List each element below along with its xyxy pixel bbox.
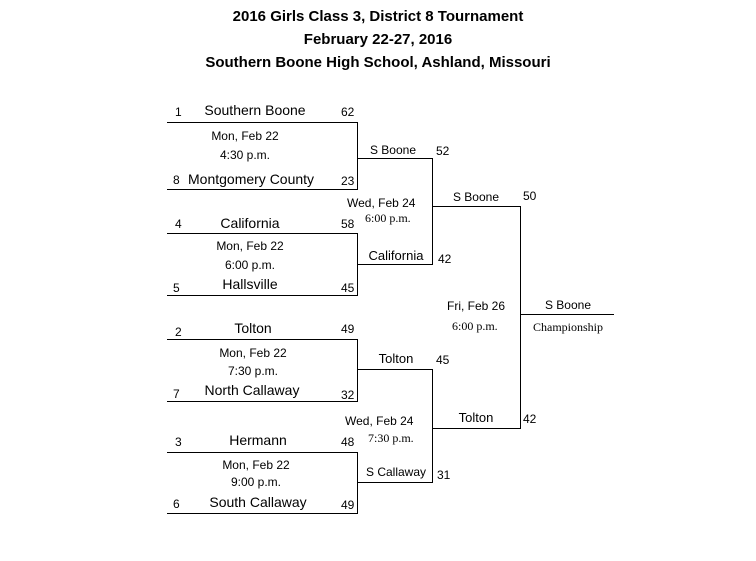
team-name: Tolton — [458, 410, 494, 425]
team-name: California — [220, 215, 280, 231]
tournament-venue: Southern Boone High School, Ashland, Missouri — [205, 54, 551, 71]
tournament-title: 2016 Girls Class 3, District 8 Tournament — [232, 8, 524, 25]
seed-number: 6 — [173, 497, 180, 511]
team-score: 42 — [438, 252, 452, 266]
team-name: Tolton — [378, 351, 414, 366]
champion-team: S Boone — [544, 298, 592, 312]
game-date: Fri, Feb 26 — [447, 299, 506, 313]
team-name: Southern Boone — [204, 102, 306, 118]
team-name: Hallsville — [222, 276, 278, 292]
seed-number: 3 — [175, 435, 182, 449]
seed-number: 1 — [175, 105, 182, 119]
team-name: Hermann — [229, 432, 287, 448]
team-score: 32 — [341, 388, 355, 402]
team-score: 49 — [341, 322, 355, 336]
team-name: S Boone — [369, 143, 417, 157]
game-time: 6:00 p.m. — [365, 211, 411, 225]
game-date: Mon, Feb 22 — [216, 239, 284, 253]
seed-number: 8 — [173, 173, 180, 187]
game-date: Mon, Feb 22 — [219, 346, 287, 360]
team-name: Montgomery County — [188, 171, 315, 187]
game-time: 9:00 p.m. — [230, 475, 282, 489]
game-time: 6:00 p.m. — [452, 319, 498, 333]
team-score: 42 — [523, 412, 537, 426]
seed-number: 2 — [175, 325, 182, 339]
game-time: 7:30 p.m. — [227, 364, 279, 378]
team-name: S Boone — [452, 190, 500, 204]
game-date: Mon, Feb 22 — [211, 129, 279, 143]
game-date: Mon, Feb 22 — [222, 458, 290, 472]
team-score: 31 — [437, 468, 451, 482]
team-score: 50 — [523, 189, 537, 203]
team-score: 48 — [341, 435, 355, 449]
game-date: Wed, Feb 24 — [345, 414, 414, 428]
team-name: South Callaway — [209, 494, 307, 510]
seed-number: 5 — [173, 281, 180, 295]
team-score: 58 — [341, 217, 355, 231]
tournament-dates: February 22-27, 2016 — [303, 31, 453, 48]
team-name: North Callaway — [204, 382, 300, 398]
team-score: 49 — [341, 498, 355, 512]
team-score: 52 — [436, 144, 450, 158]
team-score: 45 — [341, 281, 355, 295]
team-name: California — [368, 248, 424, 263]
championship-label: Championship — [532, 320, 603, 334]
seed-number: 7 — [173, 387, 180, 401]
team-score: 45 — [436, 353, 450, 367]
team-score: 62 — [341, 105, 355, 119]
seed-number: 4 — [175, 217, 182, 231]
team-name: S Callaway — [365, 465, 427, 479]
game-time: 4:30 p.m. — [219, 148, 271, 162]
team-name: Tolton — [234, 320, 272, 336]
game-time: 7:30 p.m. — [368, 431, 414, 445]
game-time: 6:00 p.m. — [224, 258, 276, 272]
team-score: 23 — [341, 174, 355, 188]
game-date: Wed, Feb 24 — [347, 196, 416, 210]
